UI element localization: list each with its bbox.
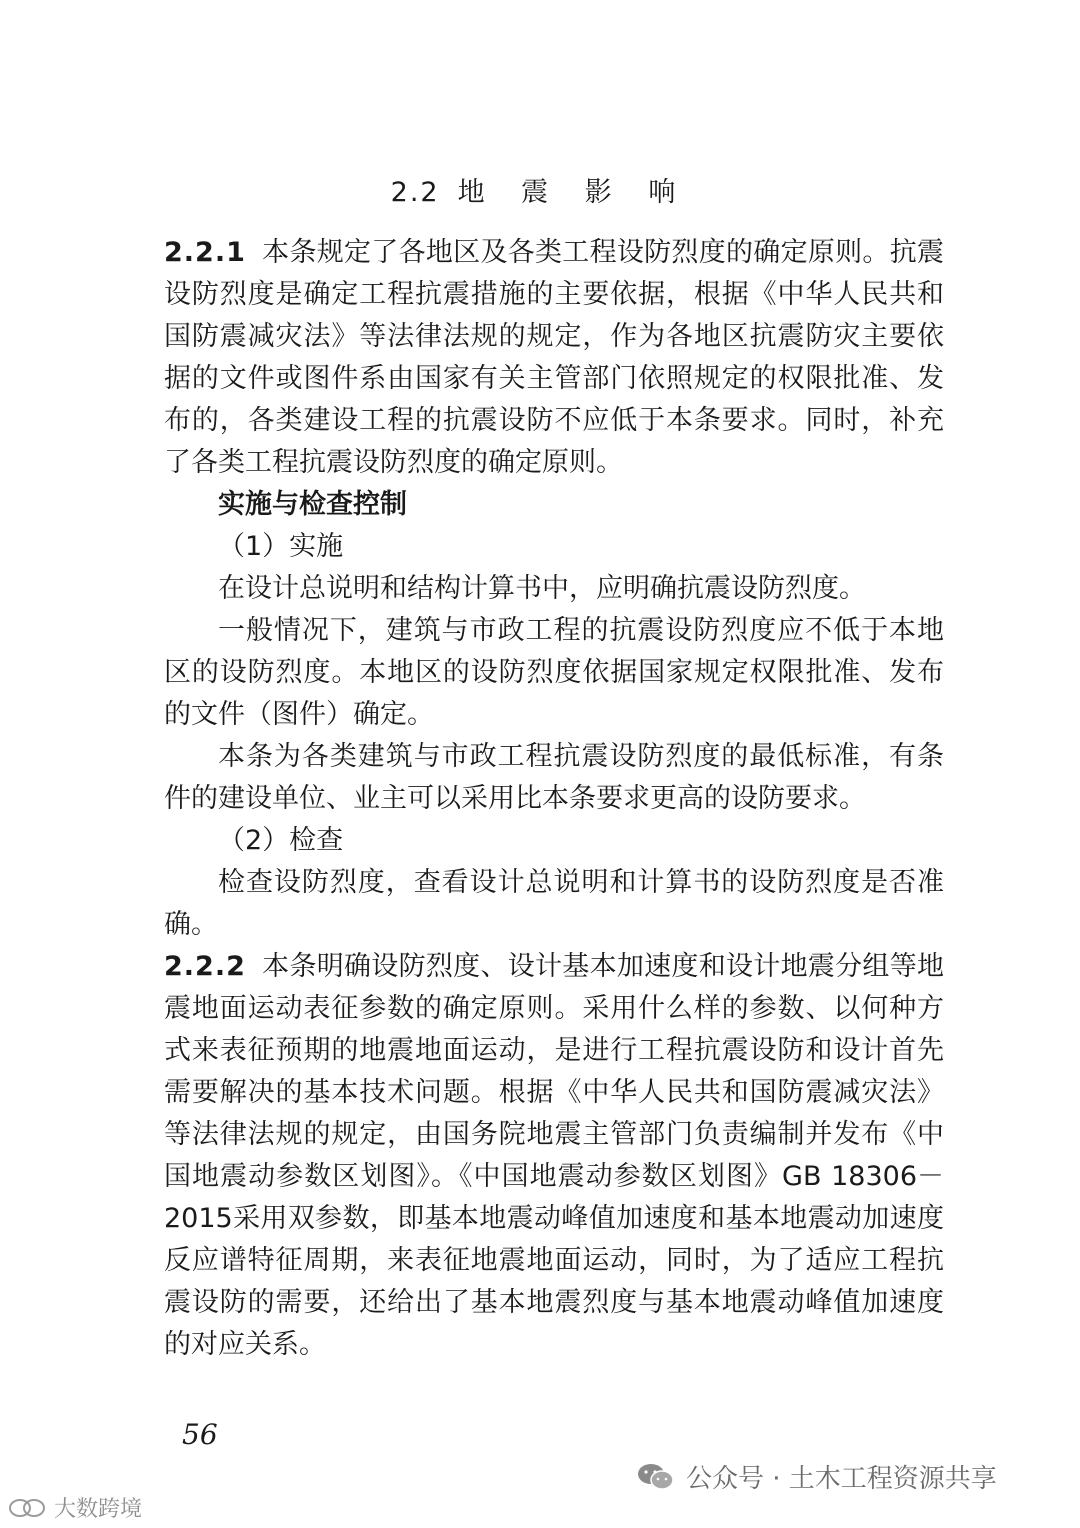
corner-watermark-text: 大数跨境 (54, 1497, 143, 1522)
check-label: （2）检查 (218, 825, 344, 856)
clause-text: 本条规定了各地区及各类工程设防烈度的确定原则。抗震设防烈度是确定工程抗震措施的主要依据，根据《中华人民共和国防震减灾法》等法律法规的规定，作为各地区抗震防灾主要依据的文件或图件系由国家有关主管部门依照规定的权限批准、发布的，各类建设工程的抗震设防不应低于本条要求。同时，补充了各类工程抗震设防烈度的确定原则。 (164, 237, 944, 478)
section-name: 地 震 影 响 (457, 177, 690, 208)
clause-text: 本条明确设防烈度、设计基本加速度和设计地震分组等地震地面运动表征参数的确定原则。采用什么样的参数、以何种方式来表征预期的地震地面运动，是进行工程抗震设防和设计首先需要解决的基本技术问题。根据《中华人民共和国防震减灾法》等法律法规的规定，由国务院地震主管部门负责编制并发布《中国地震动参数区划图》。《中国地震动参数区划图》GB 18306－2015采用双参数，即基本地震动峰值加速度和基本地震动加速度反应谱特征周期，来表征地震地面运动，同时，为了适应工程抗震设防的需要，还给出了基本地震烈度与基本地震动峰值加速度的对应关系。 (164, 951, 944, 1360)
corner-watermark (6, 1492, 142, 1523)
impl-paragraph-2: 一般情况下，建筑与市政工程的抗震设防烈度应不低于本地区的设防烈度。本地区的设防烈度依据国家规定权限批准、发布的文件（图件）确定。 (164, 615, 944, 730)
section-title (0, 170, 1080, 209)
impl-paragraph-3: 本条为各类建筑与市政工程抗震设防烈度的最低标准，有条件的建设单位、业主可以采用比本条要求更高的设防要求。 (164, 741, 944, 814)
clause-number: 2.2.2 (164, 951, 246, 982)
clause-number: 2.2.1 (164, 237, 246, 268)
wechat-watermark (636, 1458, 997, 1495)
body-text (164, 232, 944, 1366)
control-heading: 实施与检查控制 (218, 489, 407, 520)
wechat-watermark-text: 公众号 · 土木工程资源共享 (686, 1464, 997, 1494)
section-number: 2.2 (390, 177, 440, 208)
impl-paragraph-1: 在设计总说明和结构计算书中，应明确抗震设防烈度。 (218, 573, 866, 604)
page-number: 56 (182, 1418, 218, 1451)
link-logo-icon (6, 1495, 50, 1521)
wechat-icon (636, 1462, 676, 1492)
clause-2-2-2 (164, 946, 944, 1366)
impl-label: （1）实施 (218, 531, 344, 562)
clause-2-2-1 (164, 232, 944, 484)
check-paragraph-1: 检查设防烈度，查看设计总说明和计算书的设防烈度是否准确。 (164, 867, 944, 940)
